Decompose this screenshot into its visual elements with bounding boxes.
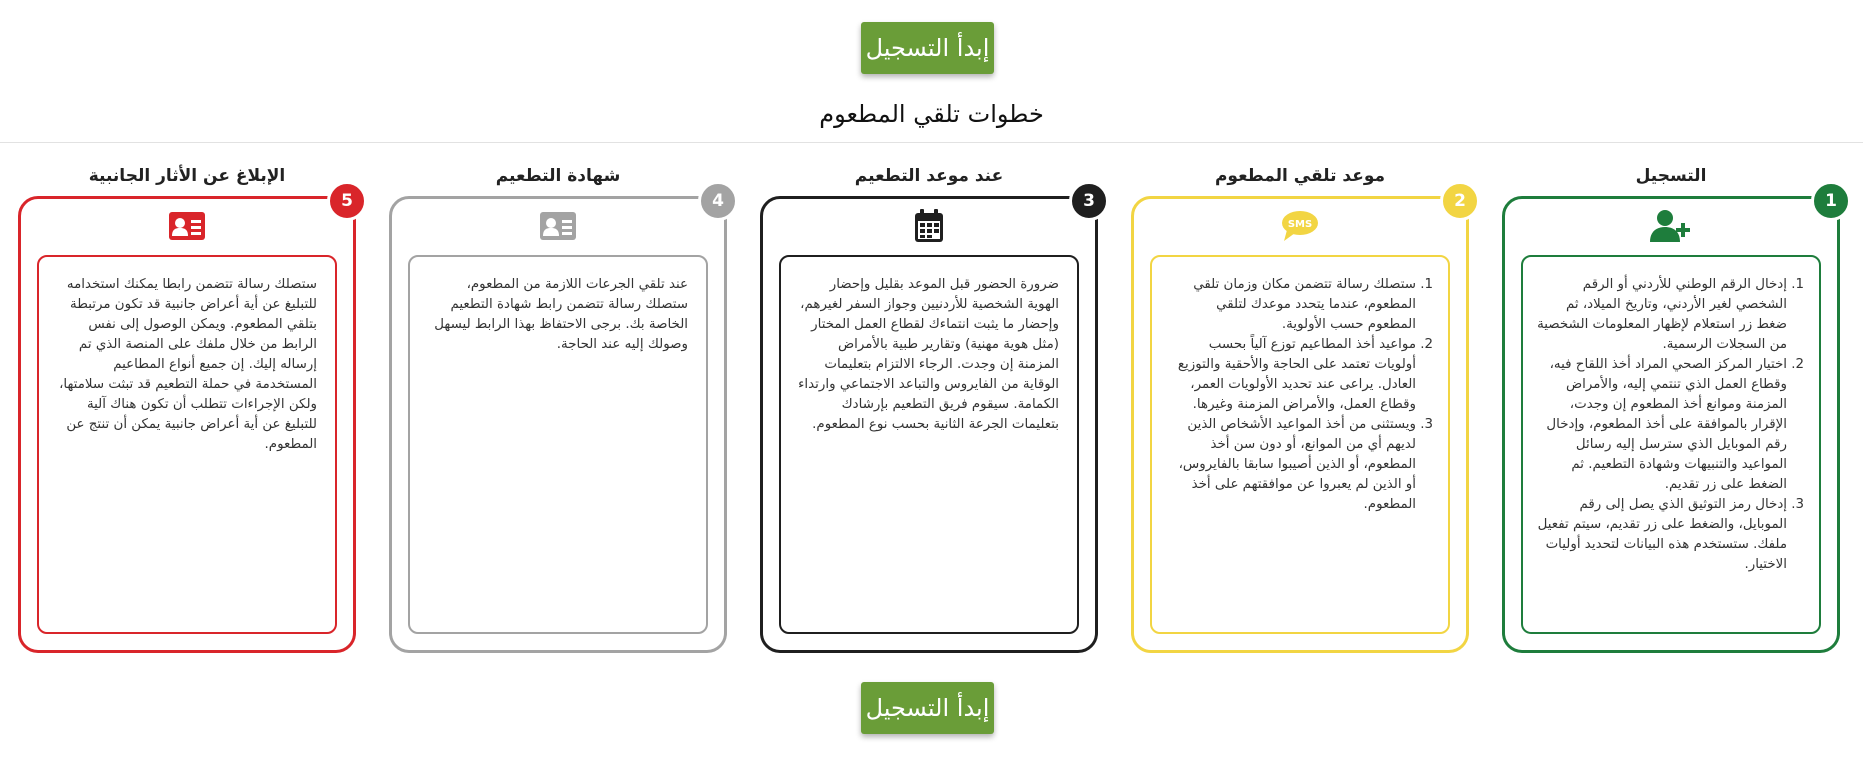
id-card-icon bbox=[392, 209, 724, 243]
sms-icon bbox=[1134, 209, 1466, 243]
step-description bbox=[1150, 255, 1450, 634]
step-number-badge: 2 bbox=[1440, 181, 1480, 221]
step-description bbox=[779, 255, 1079, 634]
step-number-badge: 1 bbox=[1811, 181, 1851, 221]
step-card bbox=[389, 191, 727, 653]
list-item: 1. إدخال الرقم الوطني للأردني أو الرقم الشخصي لغير الأردني، وتاريخ الميلاد، ثم ضغط زر استعلام لإظهار المعلومات الشخصية من السجلات الرسمية. bbox=[1537, 275, 1787, 355]
step-card bbox=[1131, 191, 1469, 653]
calendar-icon bbox=[763, 209, 1095, 243]
step-card bbox=[760, 191, 1098, 653]
id-card-icon bbox=[21, 209, 353, 243]
step-side-effects-report bbox=[18, 166, 356, 653]
step-title: موعد تلقي المطعوم bbox=[1214, 166, 1386, 186]
step-registration bbox=[1502, 166, 1840, 653]
step-vaccination-certificate bbox=[389, 166, 727, 653]
step-description bbox=[408, 255, 708, 634]
step-title: عند موعد التطعيم bbox=[854, 166, 1004, 186]
list-item: 3. إدخال رمز التوثيق الذي يصل إلى رقم الموبايل، والضغط على زر تقديم، سيتم تفعيل ملفك. ستستخدم هذه البيانات لتحديد أوليات الاختيار. bbox=[1537, 495, 1787, 575]
step-at-appointment bbox=[760, 166, 1098, 653]
svg-text:SMS: SMS bbox=[1287, 219, 1313, 230]
step-text: ستصلك رسالة تتضمن رابطا يمكنك استخدامه للتبليغ عن أية أعراض جانبية قد تكون مرتبطة بتلقي المطعوم. ويمكن الوصول إلى نفس الرابط من خلال ملفك على المنصة الذي تم إرساله إليك. إن جميع أنواع المطاعيم المستخدمة في حملة التطعيم قد تبثت سلامتها، ولكن الإجراءات تتطلب أن تكون هناك آلية للتبليغ عن أية أعراض جانبية يمكن أن تنتج عن المطعوم. bbox=[59, 277, 317, 452]
step-description bbox=[37, 255, 337, 634]
step-card bbox=[1502, 191, 1840, 653]
step-vaccine-appointment bbox=[1131, 166, 1469, 653]
list-item: 3. ويستثنى من أخذ المواعيد الأشخاص الذين لديهم أي من الموانع، أو دون سن أخذ المطعوم، أو الذين أصيبوا سابقا بالفايروس، أو الذين لم يعبروا عن موافقتهم على أخذ المطعوم. bbox=[1166, 415, 1416, 515]
step-title: التسجيل bbox=[1635, 166, 1707, 186]
step-text: عند تلقي الجرعات اللازمة من المطعوم، ستصلك رسالة تتضمن رابط شهادة التطعيم الخاصة بك. برجى الاحتفاظ بهذا الرابط ليسهل وصولك إليه عند الحاجة. bbox=[434, 277, 688, 352]
start-registration-button-bottom[interactable]: إبدأ التسجيل bbox=[861, 682, 994, 734]
step-title: الإبلاغ عن الأثار الجانبية bbox=[88, 166, 286, 186]
step-number-badge: 3 bbox=[1069, 181, 1109, 221]
step-text: ضرورة الحضور قبل الموعد بقليل وإحضار الهوية الشخصية للأردنيين وجواز السفر لغيرهم، وإحضار ما يثبت انتماءك لقطاع العمل المختار (مثل هوية مهنية) وتقارير طبية بالأمراض المزمنة إن وجدت. الرجاء الالتزام بتعليمات الوقاية من الفايروس والتباعد الاجتماعي وارتداء الكمامة. سيقوم فريق التطعيم بإرشادك بتعليمات الجرعة الثانية بحسب نوع المطعوم. bbox=[798, 277, 1059, 432]
step-description bbox=[1521, 255, 1821, 634]
step-title: شهادة التطعيم bbox=[495, 166, 621, 186]
step-number-badge: 4 bbox=[698, 181, 738, 221]
step-number-badge: 5 bbox=[327, 181, 367, 221]
start-registration-button-top[interactable]: إبدأ التسجيل bbox=[861, 22, 994, 74]
divider bbox=[0, 142, 1863, 143]
section-title: خطوات تلقي المطعوم bbox=[819, 100, 1044, 128]
step-card bbox=[18, 191, 356, 653]
user-plus-icon bbox=[1505, 209, 1837, 243]
list-item: 2. مواعيد أخذ المطاعيم توزع آلياً بحسب أولويات تعتمد على الحاجة والأحقية والتوزيع العادل. يراعى عند تحديد الأولويات العمر، وقطاع العمل، والأمراض المزمنة وغيرها. bbox=[1166, 335, 1416, 415]
list-item: 2. اختيار المركز الصحي المراد أخذ اللقاح فيه، وقطاع العمل الذي تنتمي إليه، والأمراض المزمنة وموانع أخذ المطعوم إن وجدت، الإقرار بالموافقة على أخذ المطعوم، وإدخال رقم الموبايل الذي سترسل إليه رسائل المواعيد والتنبيهات وشهادة التطعيم. ثم الضغط على زر تقديم. bbox=[1537, 355, 1787, 495]
list-item: 1. ستصلك رسالة تتضمن مكان وزمان تلقي المطعوم، عندما يتحدد موعدك لتلقي المطعوم حسب الأولوية. bbox=[1166, 275, 1416, 335]
